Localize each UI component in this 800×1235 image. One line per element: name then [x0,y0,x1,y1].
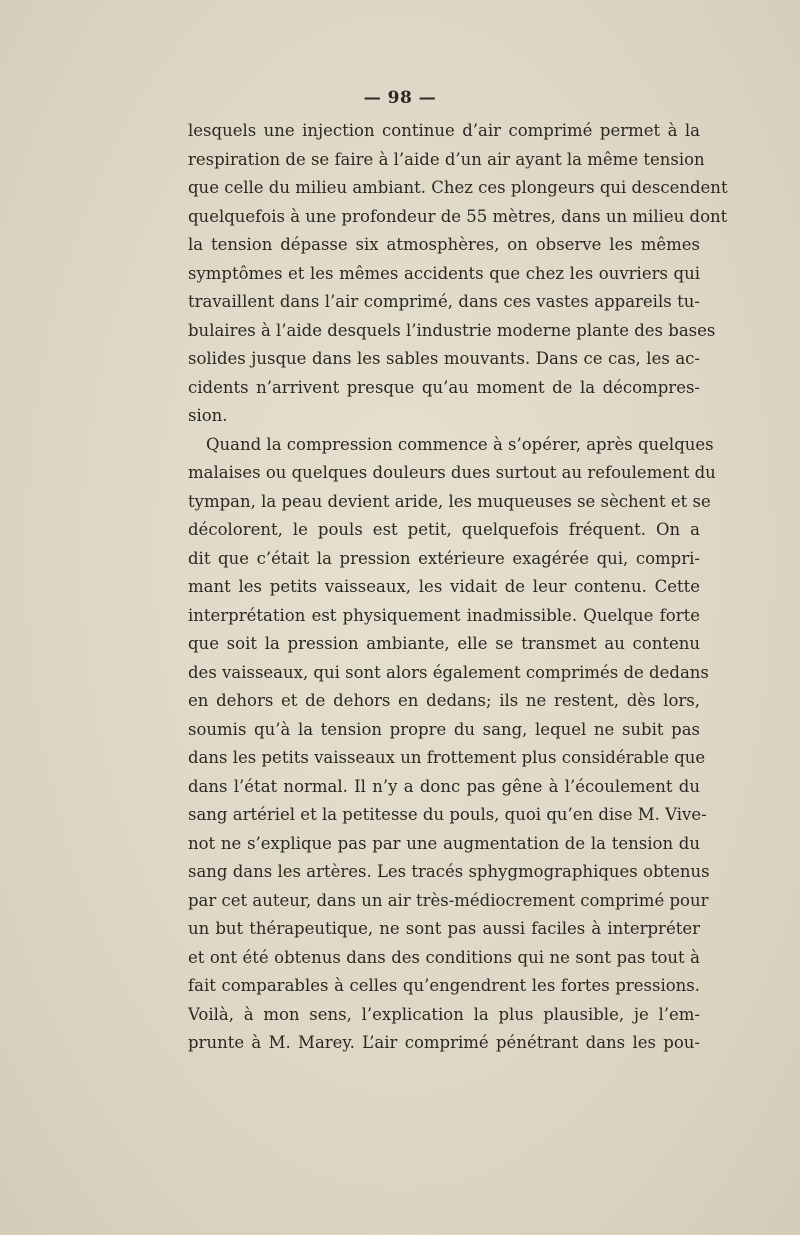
text-line: que celle du milieu ambiant. Chez ces plongeurs qui descendent [188,178,728,197]
text-line: fait comparables à celles qu’engendrent les fortes pressions. [188,976,700,995]
text-line: dans les petits vaisseaux un frottement plus considérable que [188,748,706,767]
text-line: lesquels une injection continue d’air comprimé permet à la [188,121,700,140]
body-text [188,117,728,1058]
text-line: quelquefois à une profondeur de 55 mètres, dans un milieu dont [188,206,728,226]
text-line: sion. [188,406,228,425]
text-line: et ont été obtenus dans des conditions qui ne sont pas tout à [188,947,700,967]
text-line: soumis qu’à la tension propre du sang, lequel ne subit pas [188,719,700,739]
text-line: interprétation est physiquement inadmissible. Quelque forte [188,605,700,625]
text-line: bulaires à l’aide desquels l’industrie moderne plante des bases [188,320,716,340]
text-line: dit que c’était la pression extérieure exagérée qui, compri- [188,548,700,568]
text-line: par cet auteur, dans un air très-médiocrement comprimé pour [188,890,709,910]
text-line: cidents n’arrivent presque qu’au moment de la décompres- [188,377,700,397]
text-line: que soit la pression ambiante, elle se transmet au contenu [188,634,700,653]
text-line: travaillent dans l’air comprimé, dans ces vastes appareils tu- [188,292,700,311]
text-line: solides jusque dans les sables mouvants. Dans ce cas, les ac- [188,349,700,368]
text-line: malaises ou quelques douleurs dues surtout au refoulement du [188,463,716,482]
text-line: symptômes et les mêmes accidents que chez les ouvriers qui [188,263,700,283]
text-line: Quand la compression commence à s’opérer, après quelques [206,434,714,454]
page-number: — 98 — [363,88,437,108]
text-line: un but thérapeutique, ne sont pas aussi faciles à interpréter [188,919,700,938]
text-line: décolorent, le pouls est petit, quelquefois fréquent. On a [188,520,700,539]
text-line: respiration de se faire à l’aide d’un air ayant la même tension [188,149,705,169]
text-line: sang artériel et la petitesse du pouls, quoi qu’en dise M. Vive- [188,805,707,824]
text-line: la tension dépasse six atmosphères, on observe les mêmes [188,235,700,254]
text-line: Voilà, à mon sens, l’explication la plus plausible, je l’em- [188,1004,700,1024]
text-line: tympan, la peau devient aride, les muqueuses se sèchent et se [188,491,711,511]
text-line: dans l’état normal. Il n’y a donc pas gêne à l’écoulement du [188,776,700,796]
text-line: sang dans les artères. Les tracés sphygmographiques obtenus [188,862,710,881]
text-line: prunte à M. Marey. L’air comprimé pénétrant dans les pou- [188,1033,700,1052]
text-line: mant les petits vaisseaux, les vidait de leur contenu. Cette [188,577,700,596]
text-line: en dehors et de dehors en dedans; ils ne restent, dès lors, [188,691,700,710]
text-line: not ne s’explique pas par une augmentation de la tension du [188,833,700,853]
text-line: des vaisseaux, qui sont alors également comprimés de dedans [188,662,709,682]
